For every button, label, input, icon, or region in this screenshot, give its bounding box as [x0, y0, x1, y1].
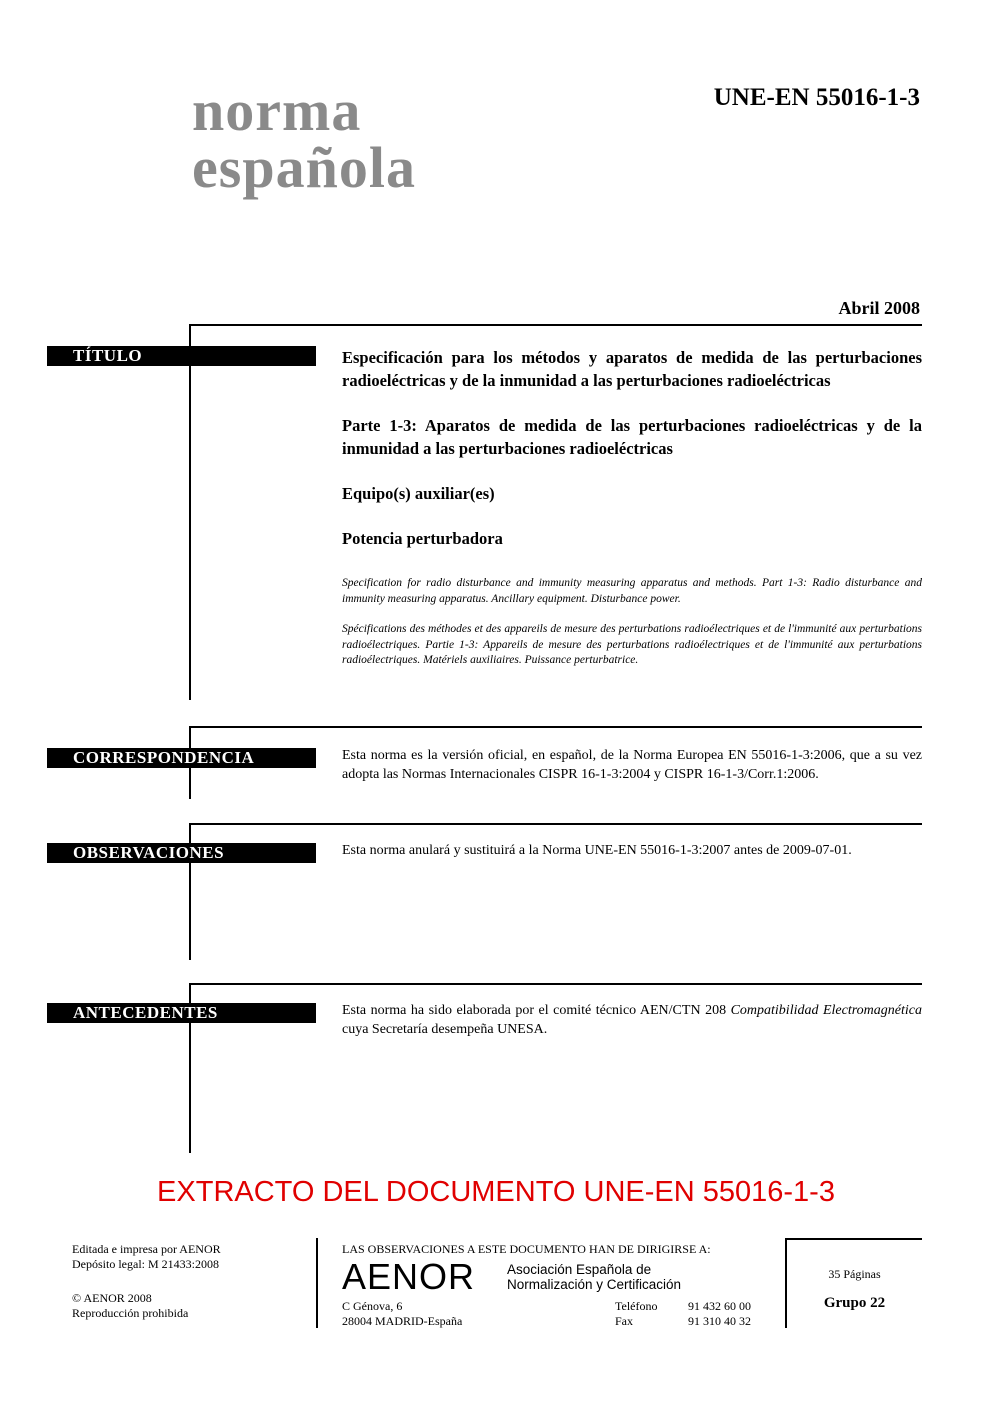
- footer-divider-left: [316, 1238, 318, 1328]
- aenor-logo: AENOR: [342, 1256, 476, 1297]
- observations-note: LAS OBSERVACIONES A ESTE DOCUMENTO HAN DE DIRIGIRSE A:: [342, 1242, 711, 1256]
- legal-deposit: Depósito legal: M 21433:2008: [72, 1257, 219, 1271]
- correspondencia-top-rule: [189, 726, 922, 728]
- antecedentes-top-rule: [189, 983, 922, 985]
- copyright: © AENOR 2008: [72, 1291, 152, 1305]
- title-main: Especificación para los métodos y aparatos de medida de las perturbaciones radioeléctricas y de la inmunidad a las perturbaciones radioeléctricas: [342, 348, 922, 390]
- publication-date: Abril 2008: [838, 298, 920, 318]
- title-part: Parte 1-3: Aparatos de medida de las perturbaciones radioeléctricas y de la inmunidad a las perturbaciones radioeléctricas: [342, 416, 922, 458]
- title-french: Spécifications des méthodes et des appareils de mesure des perturbations radioélectriques et de l'immunité aux perturbations radioélectriques. Partie 1-3: Appareils de mesure des perturbations radioélectriques et de l'immunité aux perturbations radioélectriques. Matériels auxiliaires. Puissance perturbatrice.: [342, 623, 922, 666]
- brand-line-2: española: [192, 135, 416, 200]
- footer-edition-info: [72, 1242, 221, 1321]
- brand-line-1: norma: [192, 78, 362, 143]
- observaciones-label: OBSERVACIONES: [47, 843, 316, 863]
- contact-labels: [615, 1299, 657, 1329]
- antecedentes-text-start: Esta norma ha sido elaborada por el comité técnico AEN/CTN 208: [342, 1003, 731, 1018]
- antecedentes-text-end: cuya Secretaría desempeña UNESA.: [342, 1022, 548, 1037]
- reproduction-notice: Reproducción prohibida: [72, 1306, 189, 1320]
- footer-box-top-rule: [785, 1238, 922, 1240]
- observaciones-top-rule: [189, 823, 922, 825]
- observaciones-text: Esta norma anulará y sustituirá a la Norma UNE-EN 55016-1-3:2007 antes de 2009-07-01.: [342, 843, 852, 858]
- aenor-address: [342, 1299, 462, 1329]
- price-group: Grupo 22: [823, 1295, 886, 1311]
- footer-divider-right: [785, 1238, 787, 1328]
- aenor-association-name: [507, 1262, 681, 1292]
- address-street: C Génova, 6: [342, 1299, 403, 1313]
- assoc-line-2: Normalización y Certificación: [507, 1277, 682, 1292]
- titulo-content: [342, 346, 922, 669]
- contact-numbers: [688, 1299, 751, 1329]
- titulo-label: TÍTULO: [47, 346, 316, 366]
- fax-number: 91 310 40 32: [688, 1314, 751, 1328]
- edited-by: Editada e impresa por AENOR: [72, 1242, 221, 1256]
- antecedentes-label: ANTECEDENTES: [47, 1003, 316, 1023]
- title-subpart: Equipo(s) auxiliar(es): [342, 484, 495, 503]
- address-city: 28004 MADRID-España: [342, 1314, 463, 1328]
- committee-name: Compatibilidad Electromagnética: [730, 1003, 922, 1018]
- assoc-line-1: Asociación Española de: [507, 1262, 652, 1277]
- fax-label: Fax: [615, 1314, 633, 1328]
- titulo-vertical-rule: [189, 324, 191, 700]
- antecedentes-text: [342, 1001, 922, 1039]
- extract-watermark: EXTRACTO DEL DOCUMENTO UNE-EN 55016-1-3: [157, 1176, 835, 1208]
- standard-code: UNE-EN 55016-1-3: [713, 84, 920, 111]
- norma-espanola-heading: [192, 78, 416, 200]
- titulo-top-rule: [189, 324, 922, 326]
- title-subpart-2: Potencia perturbadora: [342, 529, 503, 548]
- correspondencia-text: Esta norma es la versión oficial, en español, de la Norma Europea EN 55016-1-3:2006, que a su vez adopta las Normas Internacionales CISPR 16-1-3:2004 y CISPR 16-1-3/Corr.1:2006.: [342, 748, 922, 782]
- phone-number: 91 432 60 00: [688, 1299, 751, 1313]
- title-english: Specification for radio disturbance and immunity measuring apparatus and methods. Part 1-3: Radio disturbance and immunity measuring apparatus. Ancillary equipment. Disturbance power.: [342, 577, 922, 605]
- correspondencia-label: CORRESPONDENCIA: [47, 748, 316, 768]
- page-count: 35 Páginas: [828, 1267, 881, 1281]
- phone-label: Teléfono: [615, 1299, 658, 1313]
